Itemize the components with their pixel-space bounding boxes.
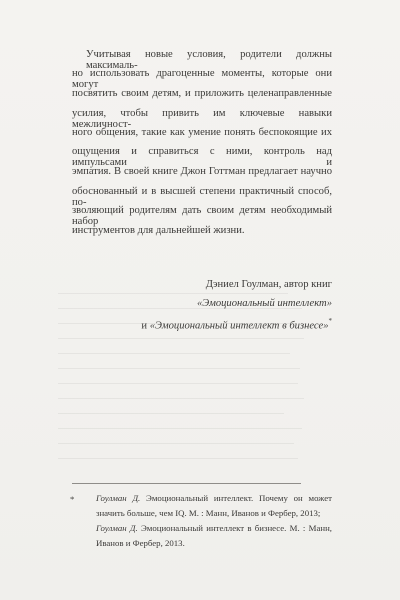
paragraph-line-7: эмпатия. В своей книге Джон Готтман предлагает научно xyxy=(72,166,332,177)
footnote-text-1: Эмоциональный интеллект. Почему он может xyxy=(140,493,332,503)
footnote-text-3: Эмоциональный интеллект в бизнесе. М. : Манн, xyxy=(137,523,332,533)
footnote-line-1 xyxy=(96,494,332,503)
attribution-block xyxy=(72,280,332,340)
attribution-author-line: Дэниел Гоулман, автор книг xyxy=(205,279,332,290)
attribution-book-2-prefix: и xyxy=(141,320,150,332)
attribution-book-2-title: «Эмоциональный интеллект в бизнесе» xyxy=(149,320,329,332)
paragraph-line-1: Учитывая новые условия, родители должны максималь- xyxy=(86,49,332,71)
main-paragraph xyxy=(72,50,332,255)
paragraph-line-2: но использовать драгоценные моменты, которые они могут xyxy=(72,68,332,90)
footnote-marker: * xyxy=(70,494,75,504)
footnote-line-2 xyxy=(96,509,332,518)
attribution-footnote-marker: * xyxy=(328,317,332,325)
footnote-author-2: Гоулман Д. xyxy=(96,523,138,533)
attribution-book-1: «Эмоциональный интеллект» xyxy=(196,298,332,309)
paragraph-line-5: ного общения, такие как умение понять беспокоящие их xyxy=(72,127,332,138)
paragraph-line-9: зволяющий родителям дать своим детям необходимый набор xyxy=(72,205,332,227)
footnote-text-2: значить больше, чем IQ. М. : Манн, Иванов и Фербер, 2013; xyxy=(96,508,321,518)
footnote-author-1: Гоулман Д. xyxy=(96,493,141,503)
paragraph-line-10: инструментов для дальнейшей жизни. xyxy=(72,225,245,236)
footnote-line-3 xyxy=(96,524,332,533)
paragraph-line-6: ощущения и справиться с ними, контроль над импульсами и xyxy=(72,146,332,168)
paragraph-line-8: обоснованный и в высшей степени практичный способ, по- xyxy=(72,186,332,208)
footnote-separator xyxy=(72,483,301,484)
paragraph-line-3: посвятить своим детям, и приложить целенаправленные xyxy=(72,88,332,99)
footnotes-block xyxy=(72,494,332,554)
paragraph-line-4: усилия, чтобы привить им ключевые навыки межличност- xyxy=(72,108,332,130)
footnote-line-4 xyxy=(96,539,332,548)
footnote-text-4: Иванов и Фербер, 2013. xyxy=(96,538,185,548)
attribution-book-2-line xyxy=(72,319,332,332)
